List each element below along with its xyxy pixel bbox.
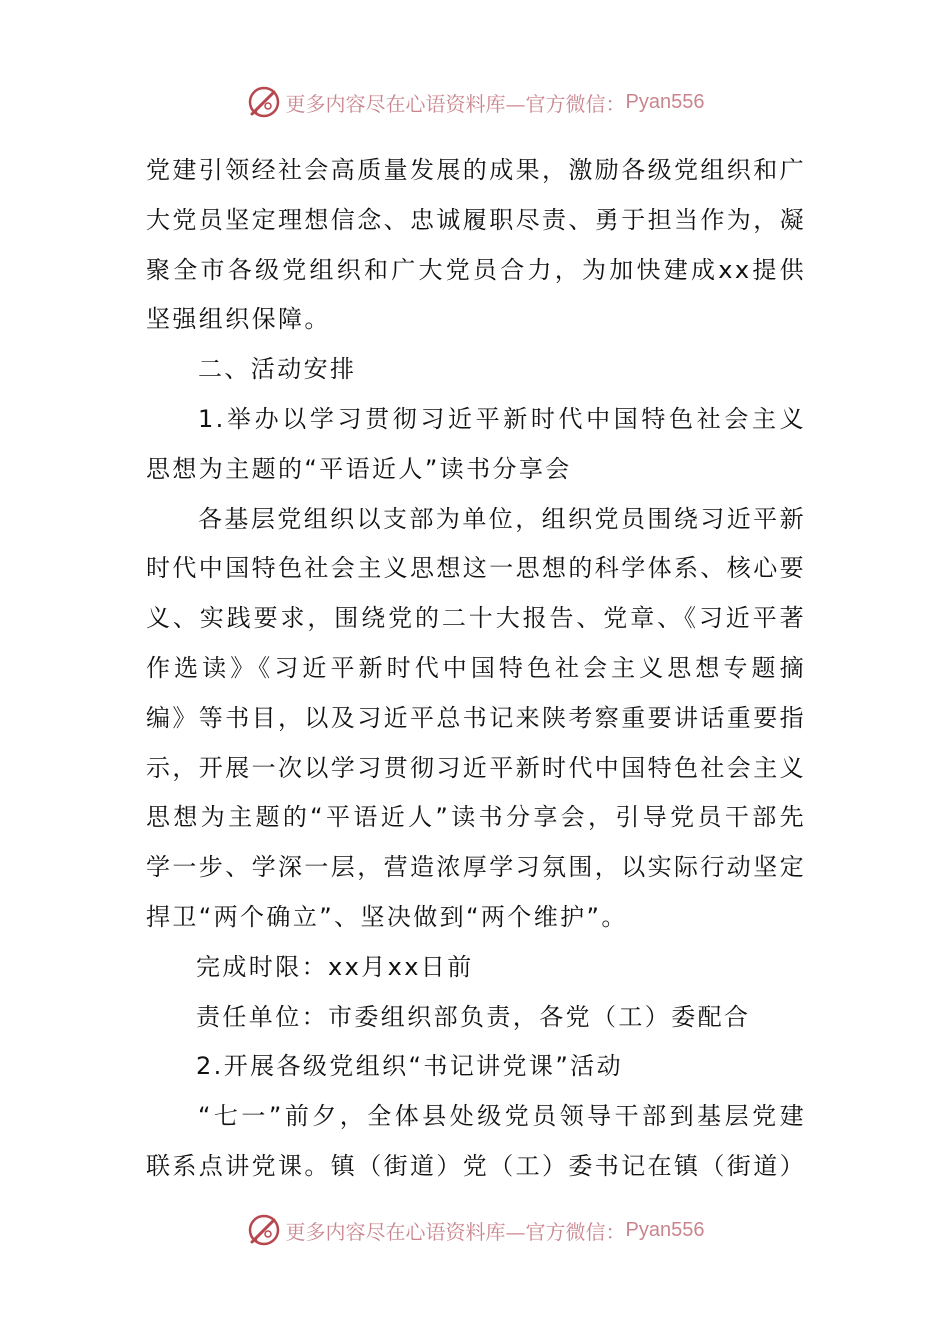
section-heading: 二、活动安排 xyxy=(198,355,357,384)
pen-circle-logo-icon xyxy=(246,84,282,120)
header-watermark xyxy=(0,82,950,122)
watermark-text: 更多内容尽在心语资料库—官方微信： xyxy=(285,1219,626,1244)
document-body xyxy=(146,146,806,1192)
pen-circle-logo-icon xyxy=(246,1212,282,1248)
subsection-heading: 2.开展各级党组织“书记讲党课”活动 xyxy=(196,1052,623,1081)
watermark-wechat-id: Pyan556 xyxy=(625,90,705,113)
paragraph: 党建引领经社会高质量发展的成果，激励各级党组织和广大党员坚定理想信念、忠诚履职尽责、勇于担当作为，凝聚全市各级党组织和广大党员合力，为加快建成xx提供坚强组织保障。 xyxy=(146,156,806,334)
watermark-text: 更多内容尽在心语资料库—官方微信： xyxy=(285,91,626,116)
paragraph: “七一”前夕，全体县处级党员领导干部到基层党建联系点讲党课。镇（街道）党（工）委书记在镇（街道） xyxy=(146,1102,806,1180)
deadline-line: 完成时限：xx月xx日前 xyxy=(196,952,474,981)
watermark-wechat-id: Pyan556 xyxy=(625,1218,705,1241)
paragraph: 各基层党组织以支部为单位，组织党员围绕习近平新时代中国特色社会主义思想这一思想的科学体系、核心要义、实践要求，围绕党的二十大报告、党章、《习近平著作选读》《习近平新时代中国特色社会主义思想专题摘编》等书目，以及习近平总书记来陕考察重要讲话重要指示，开展一次以学习贯彻习近平新时代中国特色社会主义思想为主题的“平语近人”读书分享会，引导党员干部先学一步、学深一层，营造浓厚学习氛围，以实际行动坚定捍卫“两个确立”、坚决做到“两个维护”。 xyxy=(146,504,806,931)
responsible-unit-line: 责任单位：市委组织部负责，各党（工）委配合 xyxy=(196,1002,751,1031)
subsection-heading: 1.举办以学习贯彻习近平新时代中国特色社会主义思想为主题的“平语近人”读书分享会 xyxy=(146,404,806,483)
footer-watermark xyxy=(0,1210,950,1250)
